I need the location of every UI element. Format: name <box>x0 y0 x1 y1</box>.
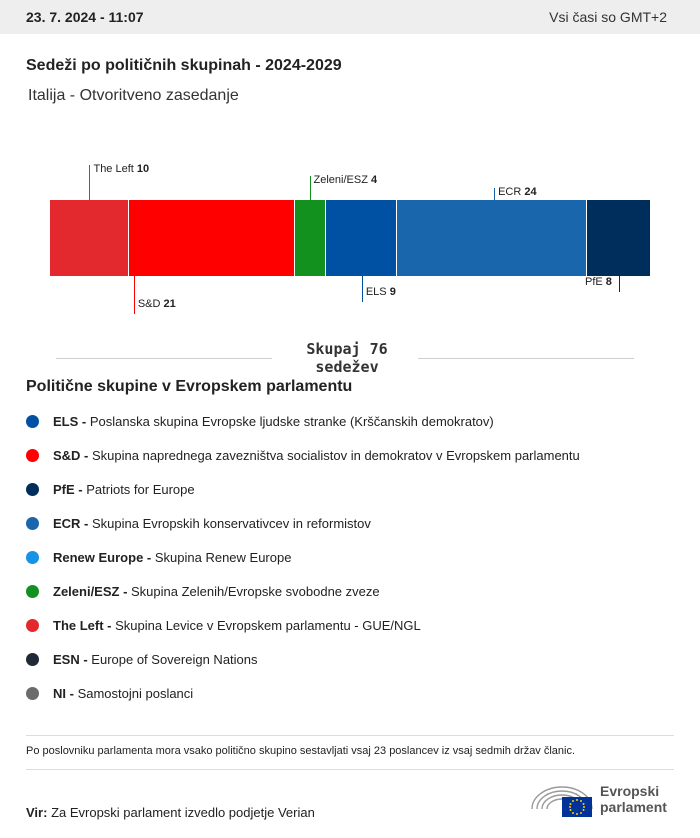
legend-name: Samostojni poslanci <box>77 685 194 701</box>
legend-color-dot <box>26 585 39 598</box>
legend-text <box>53 618 421 633</box>
legend-color-dot <box>26 483 39 496</box>
source-label: Vir: <box>26 805 48 820</box>
legend-name: Skupina naprednega zavezništva socialistov in demokratov v Evropskem parlamentu <box>92 447 580 463</box>
bar-label-the-left: The Left 10 <box>93 163 150 175</box>
bar-segment-ecr <box>397 200 586 276</box>
source-credit <box>26 805 315 820</box>
leader-line-pfe <box>619 276 620 292</box>
leader-line-zeleni-esz <box>310 176 311 200</box>
legend-item <box>26 642 686 676</box>
legend-name: Skupina Evropskih konservativcev in reformistov <box>92 515 371 531</box>
total-divider-left <box>56 358 272 359</box>
note-divider-bottom <box>26 769 674 770</box>
bar-segment-pfe <box>587 200 650 276</box>
legend-item <box>26 608 686 642</box>
bar-label-pfe: PfE 8 <box>585 276 612 288</box>
legend-color-dot <box>26 653 39 666</box>
leader-line-the-left <box>89 165 90 200</box>
legend-color-dot <box>26 517 39 530</box>
legend-text <box>53 584 380 599</box>
legend-color-dot <box>26 551 39 564</box>
ep-logo <box>528 779 678 823</box>
page-subtitle: Italija - Otvoritveno zasedanje <box>28 87 239 104</box>
legend-color-dot <box>26 449 39 462</box>
legend-title: Politične skupine v Evropskem parlamentu <box>26 378 353 395</box>
source-text: Za Evropski parlament izvedlo podjetje Verian <box>51 805 315 820</box>
legend-abbr: ELS - <box>53 413 90 429</box>
legend-name: Poslanska skupina Evropske ljudske stranke (Krščanskih demokratov) <box>89 413 494 429</box>
legend-abbr: The Left - <box>53 617 116 633</box>
ep-logo-text <box>600 783 667 815</box>
ep-logo-line2: parlament <box>600 799 667 815</box>
timezone-note: Vsi časi so GMT+2 <box>549 9 667 25</box>
page-title: Sedeži po političnih skupinah - 2024-2029 <box>26 57 342 74</box>
legend-color-dot <box>26 687 39 700</box>
legend-text <box>53 482 195 497</box>
rules-note: Po poslovniku parlamenta mora vsako politično skupino sestavljati vsaj 23 poslancev iz vsaj sedmih držav članic. <box>26 745 576 757</box>
legend-text <box>53 652 258 667</box>
leader-line-s-d <box>134 276 135 314</box>
bar-segment-els <box>326 200 397 276</box>
legend-item <box>26 438 686 472</box>
legend-text <box>53 448 580 463</box>
legend-text <box>53 414 494 429</box>
note-divider-top <box>26 735 674 736</box>
legend-item <box>26 574 686 608</box>
bar-segment-zeleni-esz <box>295 200 327 276</box>
update-datetime: 23. 7. 2024 - 11:07 <box>26 9 144 25</box>
legend-text <box>53 550 291 565</box>
legend-abbr: ECR - <box>53 515 92 531</box>
total-divider-right <box>418 358 634 359</box>
legend-item <box>26 404 686 438</box>
ep-logo-line1: Evropski <box>600 783 660 799</box>
legend-abbr: S&D - <box>53 447 92 463</box>
legend-abbr: PfE - <box>53 481 87 497</box>
legend-name: Skupina Levice v Evropskem parlamentu - GUE/NGL <box>115 617 421 633</box>
legend-name: Patriots for Europe <box>86 481 195 497</box>
bar-label-els: ELS 9 <box>365 286 396 298</box>
legend-color-dot <box>26 619 39 632</box>
legend-item <box>26 676 686 710</box>
bar-segment-s-d <box>129 200 295 276</box>
group-legend <box>26 404 686 710</box>
seat-distribution-chart <box>0 150 700 330</box>
legend-abbr: ESN - <box>53 651 92 667</box>
total-seats-label: Skupaj 76 <box>306 340 388 358</box>
legend-abbr: Renew Europe - <box>53 549 155 565</box>
bar-label-zeleni-esz: Zeleni/ESZ 4 <box>313 174 378 186</box>
legend-item <box>26 506 686 540</box>
bar-segment-the-left <box>50 200 129 276</box>
legend-text <box>53 516 371 531</box>
total-seats <box>272 340 422 376</box>
legend-name: Skupina Renew Europe <box>154 549 292 565</box>
legend-abbr: NI - <box>53 685 78 701</box>
total-seats-unit: sedežev <box>315 358 379 376</box>
legend-item <box>26 472 686 506</box>
legend-abbr: Zeleni/ESZ - <box>53 583 132 599</box>
ep-hemicycle-logo-icon <box>528 779 596 823</box>
leader-line-els <box>362 276 363 302</box>
legend-item <box>26 540 686 574</box>
legend-name: Skupina Zelenih/Evropske svobodne zveze <box>131 583 380 599</box>
leader-line-ecr <box>494 188 495 200</box>
legend-name: Europe of Sovereign Nations <box>91 651 258 667</box>
legend-color-dot <box>26 415 39 428</box>
bar-label-s-d: S&D 21 <box>137 298 176 310</box>
bar-label-ecr: ECR 24 <box>498 186 537 198</box>
legend-text <box>53 686 193 701</box>
top-bar <box>0 0 700 34</box>
